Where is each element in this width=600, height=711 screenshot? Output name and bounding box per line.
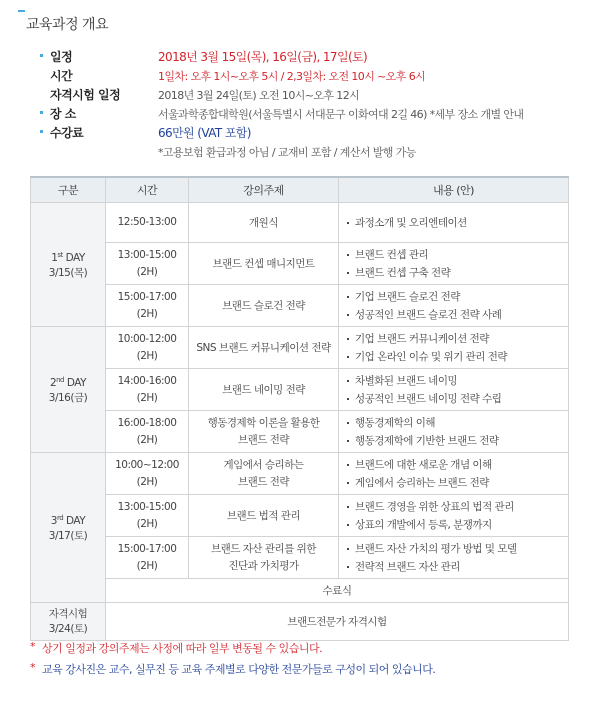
duration-text: (2H) — [136, 265, 158, 278]
duration-text: (2H) — [136, 433, 158, 446]
note-item — [30, 640, 435, 661]
topic-cell — [189, 453, 339, 495]
time-cell — [106, 203, 189, 243]
content-item: 성공적인 브랜드 슬로건 전략 사례 — [347, 306, 568, 324]
table-row — [31, 495, 569, 537]
header-content: 내용 (안) — [339, 177, 569, 203]
exam-day-date: 3/24(토) — [48, 622, 88, 635]
content-cell — [339, 369, 569, 411]
course-info — [38, 48, 598, 162]
title-accent-bar — [18, 10, 25, 12]
content-item: 기업 브랜드 커뮤니케이션 전략 — [347, 330, 568, 348]
content-item: 게임에서 승리하는 브랜드 전략 — [347, 474, 568, 492]
content-item: 과정소개 및 오리엔테이션 — [347, 214, 568, 232]
topic-cell — [189, 203, 339, 243]
content-item: 상표의 개발에서 등록, 분쟁까지 — [347, 516, 568, 534]
time-text: 16:00-18:00 — [117, 416, 177, 429]
info-fee-note — [38, 143, 598, 162]
topic-cell — [189, 495, 339, 537]
day1-label: DAY — [65, 252, 85, 264]
exam-value: 2018년 3월 24일(토) 오전 10시~오후 12시 — [158, 89, 360, 102]
topic-text: 게임에서 승리하는 — [223, 458, 304, 471]
info-schedule — [38, 48, 598, 67]
time-text: 12:50-13:00 — [117, 216, 177, 228]
day1-num: 1 — [51, 252, 58, 264]
topic-text: 브랜드 슬로건 전략 — [222, 300, 305, 312]
info-time — [38, 67, 598, 86]
table-row — [31, 369, 569, 411]
content-cell — [339, 453, 569, 495]
time-cell — [106, 369, 189, 411]
table-row — [31, 327, 569, 369]
content-item: 전략적 브랜드 자산 관리 — [347, 558, 568, 576]
info-place — [38, 105, 598, 124]
day2-num: 2 — [49, 377, 57, 389]
day2-label: DAY — [66, 377, 87, 389]
schedule-value: 2018년 3월 15일(목), 16일(금), 17일(토) — [158, 50, 368, 64]
table-row — [31, 411, 569, 453]
day2-cell — [31, 327, 106, 453]
header-time: 시간 — [106, 177, 189, 203]
info-exam — [38, 86, 598, 105]
duration-text: (2H) — [136, 517, 158, 530]
asterisk-icon: * — [30, 640, 35, 653]
section-title — [26, 14, 108, 34]
table-row — [31, 285, 569, 327]
time-text: 10:00-12:00 — [117, 332, 177, 345]
table-row — [31, 603, 569, 641]
content-item: 기업 온라인 이슈 및 위기 관리 전략 — [347, 348, 568, 366]
content-cell — [339, 537, 569, 579]
place-value: 서울과학종합대학원(서울특별시 서대문구 이화여대 2길 46) *세부 장소 개별 안내 — [158, 108, 524, 121]
day3-sup: rd — [56, 514, 64, 522]
bullet-icon — [40, 54, 43, 57]
topic-text: 행동경제학 이론을 활용한 — [207, 416, 320, 429]
notes — [30, 640, 436, 682]
exam-day-cell — [31, 603, 106, 641]
content-item: 행동경제학에 기반한 브랜드 전략 — [347, 432, 568, 450]
topic-text: 브랜드 네이밍 전략 — [222, 384, 305, 396]
asterisk-icon: * — [30, 661, 35, 674]
topic-text: 진단과 가치평가 — [228, 559, 299, 572]
duration-text: (2H) — [136, 475, 158, 488]
header-topic: 강의주제 — [189, 177, 339, 203]
time-text: 15:00-17:00 — [117, 290, 177, 303]
table-row — [31, 203, 569, 243]
time-cell — [106, 453, 189, 495]
content-cell — [339, 495, 569, 537]
topic-cell — [189, 285, 339, 327]
time-value: 1일차: 오후 1시~오후 5시 / 2,3일차: 오전 10시 ~오후 6시 — [158, 70, 426, 83]
content-cell — [339, 327, 569, 369]
fee-value: 66만원 (VAT 포함) — [158, 126, 251, 140]
content-item: 브랜드 컨셉 구축 전략 — [347, 264, 568, 282]
time-label: 시간 — [50, 69, 73, 83]
content-item: 브랜드 자산 가치의 평가 방법 및 모델 — [347, 540, 568, 558]
content-cell — [339, 411, 569, 453]
fee-label: 수강료 — [50, 126, 84, 140]
time-cell — [106, 537, 189, 579]
table-row — [31, 537, 569, 579]
time-cell — [106, 327, 189, 369]
note-item — [30, 661, 436, 682]
content-item: 브랜드 컨셉 관리 — [347, 246, 568, 264]
page-title: 교육과정 개요 — [26, 17, 109, 33]
day1-sup: st — [57, 251, 63, 259]
content-cell — [339, 243, 569, 285]
day3-label: DAY — [66, 515, 86, 527]
day1-date: 3/15(목) — [48, 267, 88, 279]
topic-cell — [189, 369, 339, 411]
time-cell — [106, 411, 189, 453]
topic-text: 브랜드 전략 — [237, 475, 290, 488]
content-item: 차별화된 브랜드 네이밍 — [347, 372, 568, 390]
place-label: 장 소 — [50, 107, 76, 121]
schedule-label: 일정 — [50, 50, 73, 64]
table-row — [31, 579, 569, 603]
day3-date: 3/17(토) — [48, 530, 88, 542]
duration-text: (2H) — [136, 559, 158, 572]
content-cell — [339, 203, 569, 243]
content-item: 행동경제학의 이해 — [347, 414, 568, 432]
time-text: 13:00-15:00 — [117, 500, 177, 513]
fee-note: *고용보험 환급과정 아님 / 교재비 포함 / 계산서 발행 가능 — [158, 146, 416, 159]
day2-sup: nd — [56, 376, 65, 384]
topic-cell — [189, 243, 339, 285]
time-cell — [106, 285, 189, 327]
topic-text: 브랜드 컨셉 매니지먼트 — [212, 258, 315, 270]
content-cell — [339, 285, 569, 327]
topic-text: SNS 브랜드 커뮤니케이션 전략 — [196, 342, 331, 354]
duration-text: (2H) — [136, 307, 158, 320]
header-division: 구분 — [31, 177, 106, 203]
note-text: 교육 강사진은 교수, 실무진 등 교육 주제별로 다양한 전문가들로 구성이 되어 있습니다. — [42, 663, 436, 676]
day1-cell — [31, 203, 106, 327]
table-header-row — [31, 177, 569, 203]
bullet-icon — [40, 130, 43, 133]
content-item: 브랜드에 대한 새로운 개념 이해 — [347, 456, 568, 474]
time-cell — [106, 243, 189, 285]
schedule-table — [30, 176, 569, 641]
time-cell — [106, 495, 189, 537]
bullet-icon — [40, 111, 43, 114]
topic-cell — [189, 411, 339, 453]
table-row — [31, 453, 569, 495]
day3-num: 3 — [50, 515, 57, 527]
info-fee — [38, 124, 598, 143]
time-text: 15:00-17:00 — [117, 542, 177, 555]
day2-date: 3/16(금) — [48, 392, 88, 404]
closing-cell: 수료식 — [106, 579, 569, 603]
note-text: 상기 일정과 강의주제는 사정에 따라 일부 변동될 수 있습니다. — [42, 642, 323, 655]
topic-cell — [189, 537, 339, 579]
content-item: 기업 브랜드 슬로건 전략 — [347, 288, 568, 306]
topic-cell — [189, 327, 339, 369]
time-text: 14:00-16:00 — [117, 374, 177, 387]
duration-text: (2H) — [136, 349, 158, 362]
topic-text: 브랜드 전략 — [237, 433, 290, 446]
content-item: 성공적인 브랜드 네이밍 전략 수립 — [347, 390, 568, 408]
topic-text: 개원식 — [249, 217, 278, 229]
content-item: 브랜드 경영을 위한 상표의 법적 관리 — [347, 498, 568, 516]
topic-text: 브랜드 자산 관리를 위한 — [211, 542, 316, 555]
day3-cell — [31, 453, 106, 603]
time-text: 10:00~12:00 — [115, 458, 179, 471]
table-row — [31, 243, 569, 285]
topic-text: 브랜드 법적 관리 — [226, 510, 301, 522]
time-text: 13:00-15:00 — [117, 248, 177, 261]
duration-text: (2H) — [136, 391, 158, 404]
exam-day-label: 자격시험 — [48, 607, 88, 620]
exam-text-cell: 브랜드전문가 자격시험 — [106, 603, 569, 641]
exam-label: 자격시험 일정 — [50, 88, 121, 102]
